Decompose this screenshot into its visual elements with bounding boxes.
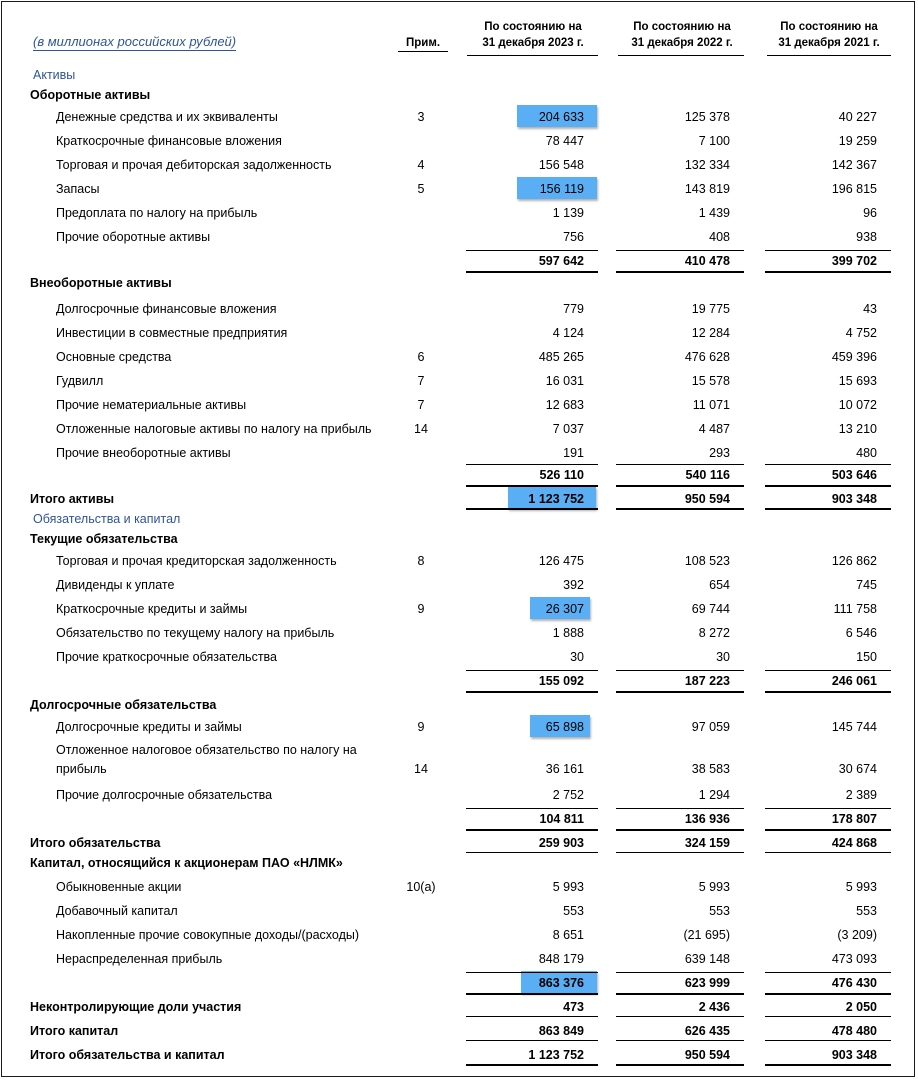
value-c1: 553 — [563, 904, 584, 918]
rule-line — [616, 485, 744, 487]
row-label: Прочие внеоборотные активы — [56, 446, 231, 460]
value-c2: 654 — [709, 578, 730, 592]
column-header-2023: По состоянию на 31 декабря 2023 г. — [482, 21, 584, 49]
table-row — [0, 551, 918, 571]
rule-line — [466, 808, 598, 809]
value-c2: 623 999 — [684, 976, 730, 990]
value-c3: 903 348 — [831, 1048, 877, 1062]
note-ref: 9 — [417, 720, 425, 734]
table-row — [0, 395, 918, 415]
row-label: Прочие краткосрочные обязательства — [56, 650, 277, 664]
row-label: Итого активы — [30, 492, 115, 506]
value-c2: (21 695) — [683, 928, 730, 942]
value-c2: 11 071 — [692, 398, 730, 412]
note-ref: 10(а) — [406, 880, 436, 894]
row-label: Итого обязательства и капитал — [30, 1048, 225, 1062]
value-c1: 12 683 — [545, 398, 584, 412]
value-c3: 15 693 — [838, 374, 877, 388]
rule-line — [765, 485, 891, 487]
value-c3: 459 396 — [831, 350, 877, 364]
row-label: Прочие оборотные активы — [56, 230, 211, 244]
value-c3: 5 993 — [845, 880, 877, 894]
row-label: Краткосрочные кредиты и займы — [56, 602, 248, 616]
value-c2: 293 — [709, 446, 730, 460]
row-label: Оборотные активы — [30, 88, 151, 102]
column-header-2021: По состоянию на 31 декабря 2021 г. — [778, 21, 880, 49]
row-label: Запасы — [56, 182, 100, 196]
value-c1: 863 376 — [538, 976, 584, 990]
rule-line — [765, 464, 891, 465]
rule-line — [765, 1016, 891, 1017]
value-c2: 324 159 — [684, 836, 730, 850]
value-c2: 125 378 — [684, 110, 730, 124]
value-c3: 10 072 — [838, 398, 877, 412]
value-c2: 69 744 — [691, 602, 730, 616]
row-label: Денежные средства и их эквиваленты — [56, 110, 278, 124]
note-ref: 7 — [417, 374, 425, 388]
row-label: Обязательства и капитал — [33, 512, 181, 526]
value-c3: 40 227 — [838, 110, 877, 124]
rule-line — [765, 808, 891, 809]
table-row — [0, 1021, 918, 1041]
row-label: Торговая и прочая кредиторская задолженность — [56, 554, 337, 568]
table-row — [0, 65, 918, 85]
value-c2: 132 334 — [684, 158, 730, 172]
value-c1: 526 110 — [539, 468, 584, 482]
value-c1: 156 119 — [539, 182, 584, 196]
rule-line — [466, 670, 598, 671]
value-c1: 155 092 — [538, 674, 584, 688]
value-c2: 15 578 — [691, 374, 730, 388]
value-c1: 7 037 — [552, 422, 584, 436]
rule-line — [466, 464, 598, 465]
table-row — [0, 465, 918, 485]
value-c1: 4 124 — [552, 326, 584, 340]
value-c2: 408 — [709, 230, 730, 244]
value-c1: 473 — [563, 1000, 584, 1014]
value-c3: 30 674 — [838, 762, 877, 776]
value-c3: 745 — [856, 578, 877, 592]
rule-line — [466, 993, 598, 995]
value-c1: 1 123 752 — [528, 492, 584, 506]
value-c2: 5 993 — [698, 880, 730, 894]
value-c2: 38 583 — [691, 762, 730, 776]
value-c1: 848 179 — [538, 952, 584, 966]
value-c3: 196 815 — [831, 182, 877, 196]
table-row — [0, 809, 918, 829]
table-row — [0, 901, 918, 921]
value-c1: 204 633 — [538, 110, 584, 124]
value-c3: 473 093 — [831, 952, 877, 966]
table-row — [0, 623, 918, 643]
table-row — [0, 85, 918, 105]
table-row — [0, 785, 918, 805]
value-c2: 4 487 — [698, 422, 730, 436]
row-label: Прочие долгосрочные обязательства — [56, 788, 273, 802]
row-label: Итого обязательства — [30, 836, 161, 850]
units-caption: (в миллионах российских рублей) — [33, 34, 237, 49]
value-c3: 399 702 — [831, 254, 877, 268]
row-label: Гудвилл — [56, 374, 104, 388]
value-c3: 43 — [863, 302, 877, 316]
rule-line — [616, 993, 744, 995]
row-label: Внеоборотные активы — [30, 276, 172, 290]
value-c1: 756 — [563, 230, 584, 244]
rule-line — [616, 829, 744, 831]
row-label: Отложенные налоговые активы по налогу на прибыль — [56, 422, 372, 436]
note-ref: 14 — [414, 422, 428, 436]
value-c2: 1 294 — [698, 788, 730, 802]
table-row — [0, 489, 918, 509]
rule-line — [616, 691, 744, 693]
value-c3: 96 — [863, 206, 877, 220]
table-row — [0, 371, 918, 391]
value-c1: 26 307 — [545, 602, 584, 616]
table-row — [0, 443, 918, 463]
value-c2: 8 272 — [698, 626, 730, 640]
value-c1: 30 — [570, 650, 584, 664]
table-row — [0, 973, 918, 993]
value-c1: 8 651 — [552, 928, 584, 942]
value-c1: 597 642 — [538, 254, 584, 268]
table-row — [0, 347, 918, 367]
row-label: Итого капитал — [30, 1024, 119, 1038]
rule-line — [616, 1064, 744, 1066]
note-ref: 6 — [417, 350, 425, 364]
value-c3: 553 — [856, 904, 877, 918]
value-c3: 19 259 — [838, 134, 877, 148]
rule-line — [765, 993, 891, 995]
table-row — [0, 743, 918, 776]
value-c3: 126 862 — [831, 554, 877, 568]
value-c3: (3 209) — [837, 928, 877, 942]
value-c3: 4 752 — [845, 326, 877, 340]
rule-line — [765, 829, 891, 831]
table-row — [0, 575, 918, 595]
table-row — [0, 419, 918, 439]
row-label: Накопленные прочие совокупные доходы/(расходы) — [56, 928, 360, 942]
value-c3: 938 — [856, 230, 877, 244]
table-row — [0, 949, 918, 969]
value-c3: 424 868 — [831, 836, 877, 850]
row-label: Краткосрочные финансовые вложения — [56, 134, 282, 148]
rule-line — [616, 1016, 744, 1017]
table-row — [0, 695, 918, 715]
row-label: Капитал, относящийся к акционерам ПАО «НЛМК» — [30, 856, 343, 870]
rule-line — [466, 691, 598, 693]
value-c2: 12 284 — [691, 326, 730, 340]
value-c3: 478 480 — [831, 1024, 877, 1038]
rule-line — [765, 691, 891, 693]
rule-line — [466, 250, 598, 251]
table-row — [0, 179, 918, 199]
rule-line — [616, 808, 744, 809]
value-c1: 779 — [563, 302, 584, 316]
row-label: Долгосрочные финансовые вложения — [56, 302, 277, 316]
rule-line — [765, 670, 891, 671]
table-row — [0, 155, 918, 175]
row-label: Основные средства — [56, 350, 172, 364]
value-c3: 6 546 — [845, 626, 877, 640]
value-c2: 410 478 — [684, 254, 730, 268]
rule-line — [765, 1040, 891, 1041]
rule-line — [765, 250, 891, 251]
value-c1: 1 123 752 — [528, 1048, 584, 1062]
value-c3: 903 348 — [831, 492, 877, 506]
value-c1: 191 — [563, 446, 584, 460]
value-c1: 5 993 — [552, 880, 584, 894]
value-c2: 1 439 — [698, 206, 730, 220]
value-c2: 30 — [716, 650, 730, 664]
column-header-2022: По состоянию на 31 декабря 2022 г. — [631, 21, 733, 49]
header-underline — [467, 55, 598, 56]
row-label: Отложенное налоговое обязательство по налогу на — [56, 743, 357, 757]
value-c2: 476 628 — [684, 350, 730, 364]
row-label: Долгосрочные кредиты и займы — [56, 720, 242, 734]
row-label: Инвестиции в совместные предприятия — [56, 326, 288, 340]
row-label: Прочие нематериальные активы — [56, 398, 247, 412]
table-row — [0, 877, 918, 897]
value-c1: 259 903 — [538, 836, 584, 850]
value-c2: 187 223 — [684, 674, 730, 688]
table-row — [0, 227, 918, 247]
value-c3: 503 646 — [831, 468, 877, 482]
value-c1: 863 849 — [538, 1024, 584, 1038]
value-c3: 2 050 — [845, 1000, 877, 1014]
value-c2: 143 819 — [684, 182, 730, 196]
value-c2: 136 936 — [684, 812, 730, 826]
table-row — [0, 1045, 918, 1065]
value-c2: 540 116 — [685, 468, 730, 482]
note-ref: 8 — [417, 554, 425, 568]
value-c1: 126 475 — [538, 554, 584, 568]
value-c1: 36 161 — [545, 762, 584, 776]
note-column-header: Прим. — [398, 37, 448, 52]
note-ref: 7 — [417, 398, 425, 412]
value-c2: 2 436 — [698, 1000, 730, 1014]
row-label: Текущие обязательства — [30, 532, 178, 546]
value-c2: 950 594 — [684, 492, 730, 506]
value-c1: 104 811 — [539, 812, 584, 826]
value-c2: 639 148 — [684, 952, 730, 966]
row-label: Активы — [33, 68, 76, 82]
value-c2: 950 594 — [684, 1048, 730, 1062]
value-c3: 2 389 — [845, 788, 877, 802]
table-row — [0, 107, 918, 127]
value-c3: 476 430 — [831, 976, 877, 990]
note-ref: 9 — [417, 602, 425, 616]
value-c2: 19 775 — [691, 302, 730, 316]
value-c1: 156 548 — [538, 158, 584, 172]
table-row — [0, 203, 918, 223]
table-row — [0, 299, 918, 319]
value-c1: 2 752 — [552, 788, 584, 802]
note-ref: 14 — [414, 762, 428, 776]
row-label: Предоплата по налогу на прибыль — [56, 206, 258, 220]
value-c2: 626 435 — [684, 1024, 730, 1038]
rule-line — [466, 1016, 598, 1017]
table-row — [0, 997, 918, 1017]
row-label: Обязательство по текущему налогу на прибыль — [56, 626, 335, 640]
row-label: Добавочный капитал — [56, 904, 178, 918]
table-row — [0, 529, 918, 549]
value-c3: 111 758 — [833, 602, 877, 616]
table-row — [0, 323, 918, 343]
note-ref: 5 — [417, 182, 425, 196]
table-row — [0, 717, 918, 737]
rule-line — [466, 829, 598, 831]
value-c1: 65 898 — [545, 720, 584, 734]
value-c2: 97 059 — [691, 720, 730, 734]
note-ref: 3 — [417, 110, 425, 124]
header-underline — [618, 55, 744, 56]
value-c3: 178 807 — [831, 812, 877, 826]
value-c3: 246 061 — [831, 674, 877, 688]
table-row — [0, 671, 918, 691]
row-label-continued: прибыль — [56, 762, 107, 776]
row-label: Неконтролирующие доли участия — [30, 1000, 242, 1014]
value-c1: 16 031 — [545, 374, 584, 388]
rule-line — [616, 1040, 744, 1041]
value-c1: 392 — [563, 578, 584, 592]
table-row — [0, 853, 918, 873]
value-c1: 485 265 — [538, 350, 584, 364]
header-underline — [767, 55, 891, 56]
value-c3: 480 — [856, 446, 877, 460]
rule-line — [765, 1064, 891, 1066]
row-label: Нераспределенная прибыль — [56, 952, 223, 966]
value-c2: 553 — [709, 904, 730, 918]
value-c2: 108 523 — [684, 554, 730, 568]
rule-line — [466, 1040, 598, 1041]
row-label: Дивиденды к уплате — [56, 578, 175, 592]
value-c3: 142 367 — [831, 158, 877, 172]
table-row — [0, 509, 918, 529]
table-row — [0, 647, 918, 667]
table-row — [0, 599, 918, 619]
table-row — [0, 131, 918, 151]
rule-line — [616, 670, 744, 671]
note-ref: 4 — [417, 158, 425, 172]
rule-line — [616, 464, 744, 465]
row-label: Торговая и прочая дебиторская задолженность — [56, 158, 332, 172]
row-label: Обыкновенные акции — [56, 880, 182, 894]
table-row — [0, 273, 918, 293]
table-row — [0, 833, 918, 853]
table-row — [0, 925, 918, 945]
value-c2: 7 100 — [698, 134, 730, 148]
rule-line — [466, 1064, 598, 1066]
value-c1: 78 447 — [545, 134, 584, 148]
rule-line — [616, 250, 744, 251]
value-c1: 1 139 — [552, 206, 584, 220]
row-label: Долгосрочные обязательства — [30, 698, 217, 712]
value-c1: 1 888 — [552, 626, 584, 640]
value-c3: 150 — [856, 650, 877, 664]
table-row — [0, 251, 918, 271]
value-c3: 13 210 — [838, 422, 877, 436]
value-c3: 145 744 — [831, 720, 877, 734]
